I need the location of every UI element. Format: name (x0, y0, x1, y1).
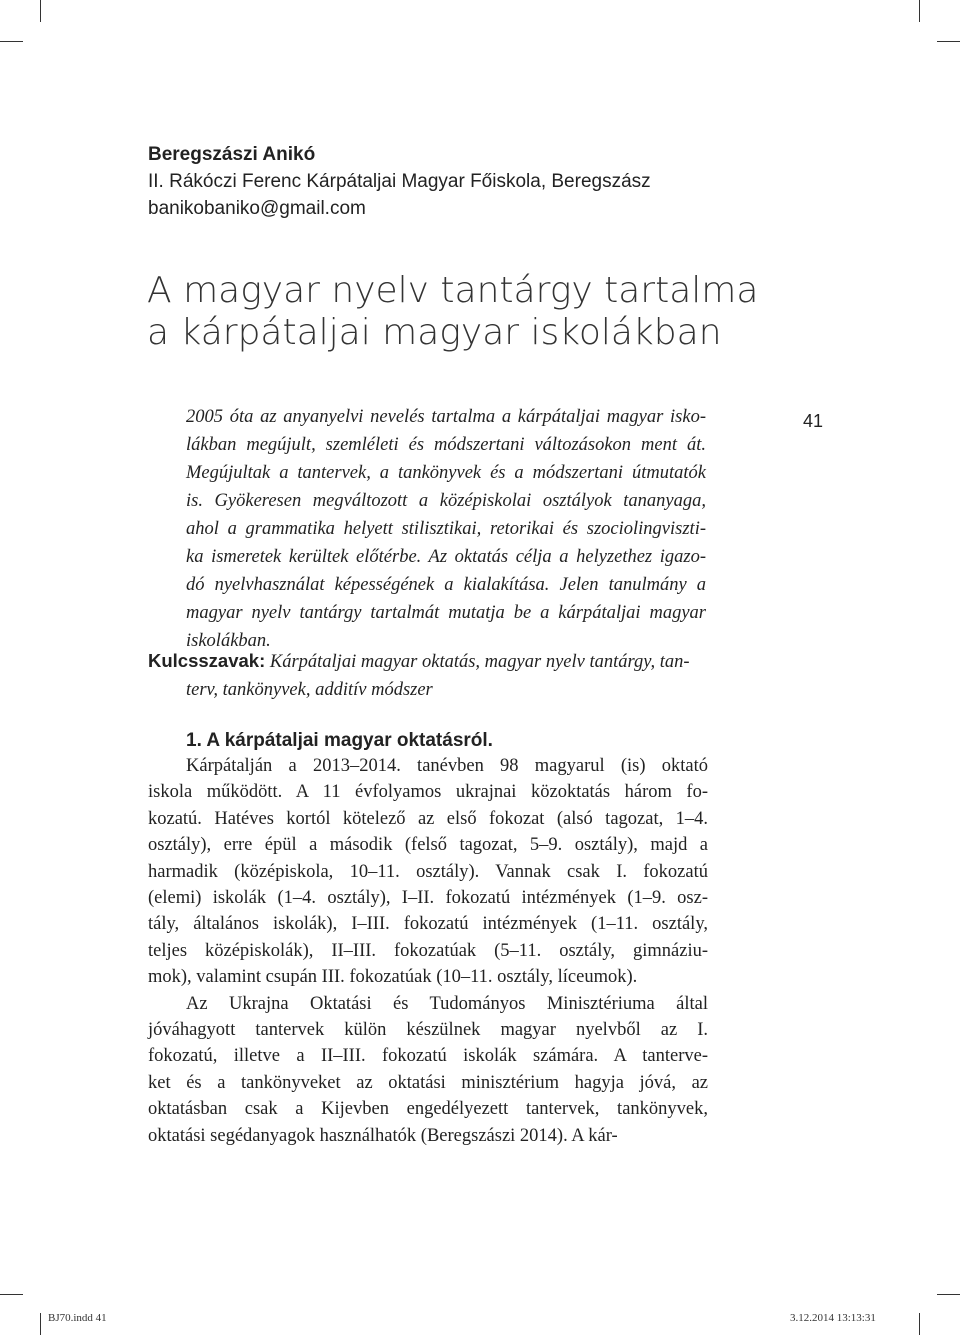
body-line: oktatásban csak a Kijevben engedélyezett tantervek, tankönyvek, (148, 1099, 708, 1120)
footer-timestamp: 3.12.2014 13:13:31 (790, 1312, 876, 1324)
body-line: fokozatú, illetve a II–III. fokozatú iskolák számára. A tanterve- (148, 1046, 708, 1067)
keywords (148, 647, 708, 704)
body-line: osztály), erre épül a második (felső tagozat, 5–9. osztály), majd a (148, 835, 708, 856)
article-title (147, 270, 767, 354)
keywords-label: Kulcsszavak: (148, 650, 266, 671)
abstract-line: 2005 óta az anyanyelvi nevelés tartalma a kárpátaljai magyar isko- (186, 407, 706, 427)
abstract-line: magyar nyelv tantárgy tartalmát mutatja be a kárpátaljai magyar (186, 603, 706, 623)
crop-mark (937, 1294, 960, 1295)
title-line: A magyar nyelv tantárgy tartalma (147, 270, 759, 311)
abstract-line: lákban megújult, szemléleti és módszertani változásokon ment át. (186, 435, 706, 455)
body-line: ket és a tankönyveket az oktatási minisztérium hagyja jóvá, az (148, 1072, 708, 1093)
body-line: (elemi) iskolák (1–4. osztály), I–II. fokozatú intézmények (1–9. osz- (148, 888, 708, 909)
body-line: jóváhagyott tantervek külön készülnek magyar nyelvből az I. (148, 1020, 708, 1041)
author-email[interactable]: banikobaniko@gmail.com (148, 198, 366, 219)
abstract (186, 403, 706, 655)
body-line: Kárpátalján a 2013–2014. tanévben 98 magyarul (is) oktató (186, 756, 708, 776)
section-heading: 1. A kárpátaljai magyar oktatásról. (186, 730, 493, 751)
footer-file: BJ70.indd 41 (48, 1312, 107, 1324)
crop-mark (40, 0, 41, 22)
crop-mark (937, 41, 960, 42)
body-text (148, 753, 708, 1149)
body-line: teljes középiskolák), II–III. fokozatúak (5–11. osztály, gimnáziu- (148, 940, 708, 961)
author-block (148, 141, 708, 222)
keywords-text: Kárpátaljai magyar oktatás, magyar nyelv tantárgy, tan- (265, 652, 690, 672)
abstract-line: ahol a grammatika helyett stilisztikai, retorikai és szociolingviszti- (186, 519, 706, 539)
abstract-line: Megújultak a tantervek, a tankönyvek és a módszertani útmutatók (186, 463, 706, 483)
body-line: harmadik (középiskola, 10–11. osztály). Vannak csak I. fokozatú (148, 861, 708, 882)
body-line: tály, általános iskolák), I–III. fokozatú intézmények (1–11. osztály, (148, 914, 708, 935)
abstract-line: dó nyelvhasználat képességének a kialakítása. Jelen tanulmány a (186, 575, 706, 595)
body-line: kozatú. Hatéves kortól kötelező az első fokozat (alsó tagozat, 1–4. (148, 808, 708, 829)
page-number: 41 (803, 411, 824, 431)
body-line: iskola működött. A 11 évfolyamos ukrajnai közoktatás három fo- (148, 782, 708, 803)
title-line: a kárpátaljai magyar iskolákban (147, 312, 722, 353)
crop-mark (0, 1294, 23, 1295)
abstract-line: iskolákban. (186, 631, 271, 651)
abstract-line: is. Gyökeresen megváltozott a középiskolai osztályok tananyaga, (186, 491, 706, 511)
keywords-text-continued: terv, tankönyvek, additív módszer (186, 680, 433, 700)
crop-mark (40, 1313, 41, 1335)
crop-mark (0, 41, 23, 42)
author-affiliation: II. Rákóczi Ferenc Kárpátaljai Magyar Főiskola, Beregszász (148, 171, 651, 192)
body-line: Az Ukrajna Oktatási és Tudományos Minisztériuma által (186, 993, 708, 1014)
abstract-line: ka ismeretek kerültek előtérbe. Az oktatás célja a helyzethez igazo- (186, 547, 706, 567)
body-line: mok), valamint csupán III. fokozatúak (10–11. osztály, líceumok). (148, 967, 638, 988)
crop-mark (919, 0, 920, 22)
body-line: oktatási segédanyagok használhatók (Beregszászi 2014). A kár- (148, 1125, 618, 1146)
crop-mark (919, 1313, 920, 1335)
author-name: Beregszászi Anikó (148, 144, 316, 165)
